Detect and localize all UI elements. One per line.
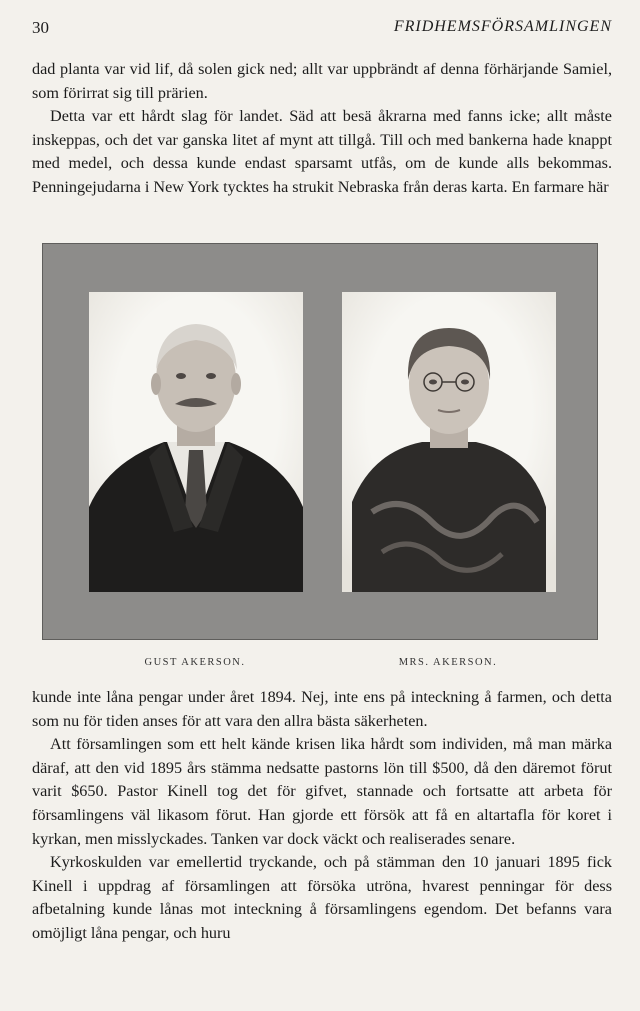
page-number: 30	[32, 18, 49, 37]
text-block-top	[32, 58, 612, 200]
caption-right: MRS. AKERSON.	[398, 657, 498, 668]
paragraph: dad planta var vid lif, då solen gick ned; allt var uppbrändt af denna förhärjande Samiel, som förirrat sig till prärien.	[32, 60, 612, 102]
paragraph: Kyrkoskulden var emellertid tryckande, och på stämman den 10 januari 1895 fick Kinell i uppdrag af församlingen att försöka utröna, hvarest penningar för dess afbetalning kunde lånas mot inteckning å församlingens egendom. Det befanns vara omöjligt låna pengar, och huru	[32, 853, 612, 942]
paragraph: Att församlingen som ett helt kände krisen lika hårdt som individen, må man märka däraf, att den vid 1895 års stämma nedsatte pastorns lön till $500, då den däremot förut varit $650. Pastor Kinell tog det för gifvet, stannade och fortsatte att arbeta för församlingens väl likasom förut. Han gjorde ett försök att få en altartafla för koret i kyrkan, men misslyckades. Tanken var dock väckt och realiserades senare.	[32, 735, 612, 848]
portrait-man-photo	[89, 292, 303, 592]
photo-plate	[42, 243, 598, 640]
paragraph: Detta var ett hårdt slag för landet. Säd att besä åkrarna med fanns icke; allt måste inskeppas, och det var ganska litet af mynt att tillgå. Till och med bankerna hade knappt med medel, och dessa kunde endast sparsamt utfås, om de kunde alls bekommas. Penningejudarna i New York tycktes ha strukit Nebraska från deras karta. En farmare här	[32, 107, 612, 196]
page-header	[32, 18, 612, 42]
paragraph: kunde inte låna pengar under året 1894. Nej, inte ens på inteckning å farmen, och detta som nu för tiden anses för att vara den allra bästa säkerheten.	[32, 688, 612, 730]
running-head: FRIDHEMSFÖRSAMLINGEN	[393, 18, 612, 35]
text-block-bottom	[32, 686, 612, 946]
portrait-woman-photo	[342, 292, 556, 592]
caption-left: GUST AKERSON.	[144, 657, 246, 668]
